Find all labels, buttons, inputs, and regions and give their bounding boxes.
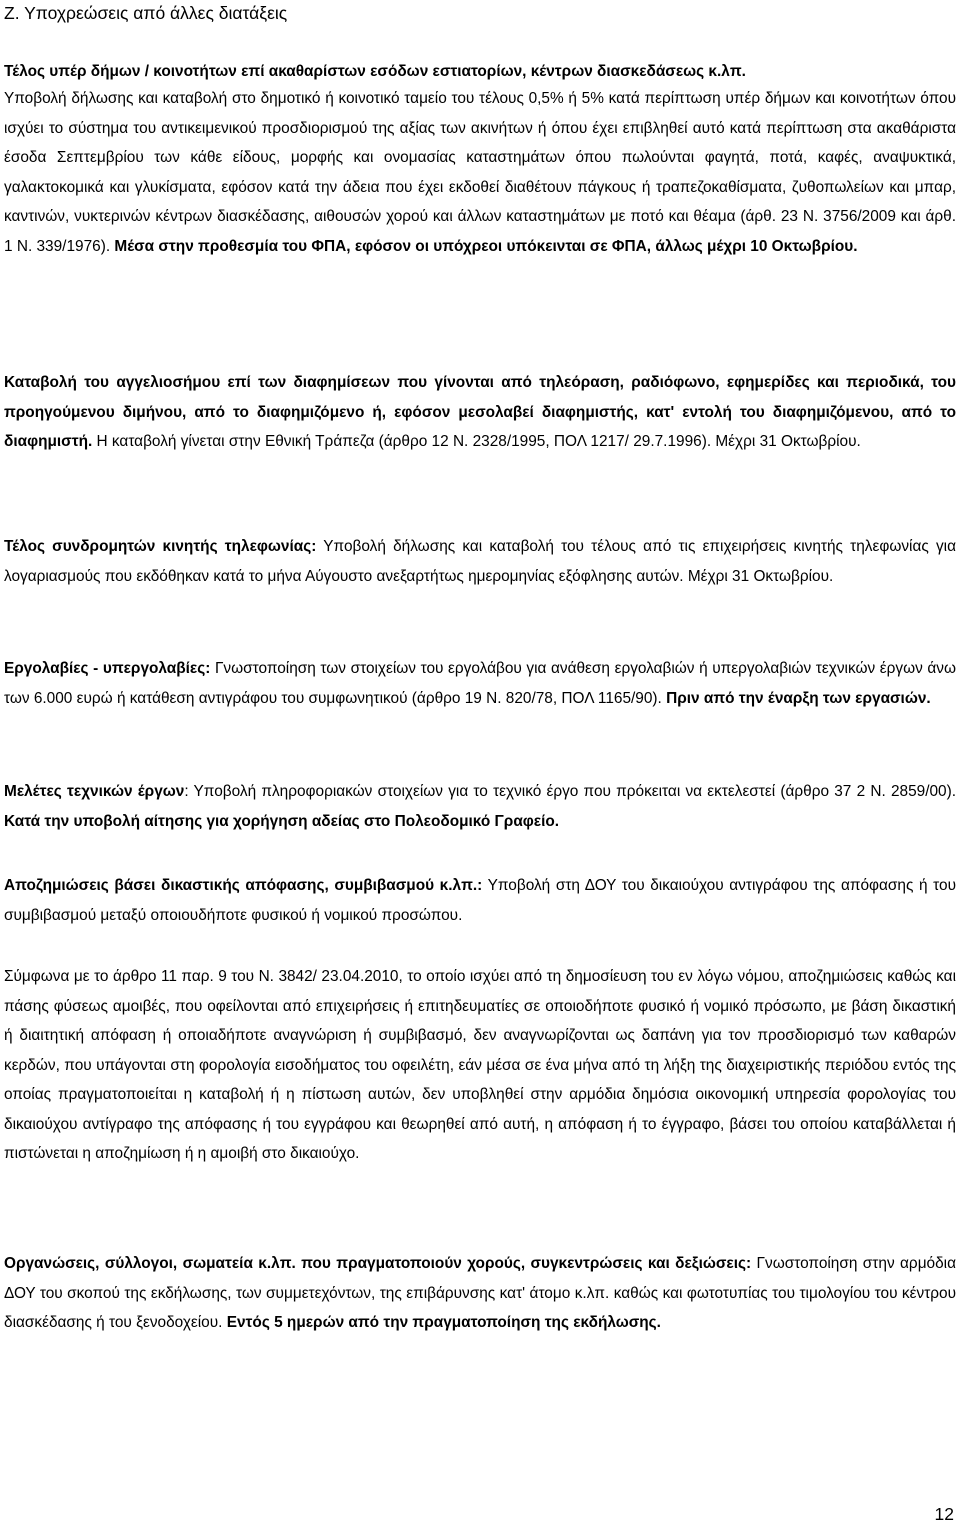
paragraph-advertising-stamp <box>4 368 956 457</box>
paragraph-text: Υποβολή δήλωσης και καταβολή του τέλους από τις επιχειρήσεις κινητής τηλεφωνίας για λογαριασμούς που εκδόθηκαν κατά το μήνα Αύγουστο ανεξαρτήτως ημερομηνίας εξόφλησης αυτών. Μέχρι 31 Οκτωβρίου. <box>4 538 956 585</box>
paragraph-title: Μελέτες τεχνικών έργων <box>4 783 185 800</box>
deadline-text: Εντός 5 ημερών από την πραγματοποίηση της εκδήλωσης. <box>226 1314 661 1331</box>
deadline-text: Κατά την υποβολή αίτησης για χορήγηση αδείας στο Πολεοδομικό Γραφείο. <box>4 812 560 830</box>
paragraph-text: Σύμφωνα με το άρθρο 11 παρ. 9 του Ν. 3842/ 23.04.2010, το οποίο ισχύει από τη δημοσίευση του εν λόγω νόμου, αποζημιώσεις καθώς και πάσης φύσεως αμοιβές, που οφείλονται από επιχειρήσεις ή επιτηδευματίες σε οποιοδήποτε φυσικό ή νομικό πρόσωπο, με βάση δικαστική ή διαιτητική απόφαση ή οποιαδήποτε αναγνώριση ή συμβιβασμό, δεν αναγνωρίζονται ως δαπάνη για τον προσδιορισμό των καθαρών κερδών, που υπάγονται στη φορολογία εισοδήματος του οφειλέτη, εάν μέσα σε ένα μήνα από τη λήξη της διαχειριστικής περιόδου εντός της οποίας πραγματοποιείται η καταβολή ή η πίστωση αυτών, δεν υποβληθεί στην αρμόδια δημόσια οικονομική υπηρεσία φορολογίας του δικαιούχου αντίγραφο της απόφασης ή του εγγράφου και θεωρηθεί από αυτή, η απόφαση ή το έγγραφο, βάσει του οποίου καταβάλλεται ή πιστώνεται η αποζημίωση ή η αμοιβή στο δικαιούχο. <box>4 968 956 1162</box>
deadline-text: Πριν από την έναρξη των εργασιών. <box>666 689 931 707</box>
paragraph-text: Γνωστοποίηση στην αρμόδια ΔΟΥ του σκοπού της εκδήλωσης, των συμμετεχόντων, της επιβάρυνσης κατ' άτομο κ.λπ. καθώς και φωτοτυπίας του τιμολογίου του κέντρου διασκέδασης ή του ξενοδοχείου. <box>4 1255 957 1331</box>
paragraph-title: Εργολαβίες - υπεργολαβίες: <box>4 660 211 677</box>
paragraph-court-compensation <box>4 871 956 930</box>
deadline-text: Μέσα στην προθεσμία του ΦΠΑ, εφόσον οι υπόχρεοι υπόκεινται σε ΦΠΑ, άλλως μέχρι 10 Οκτωβρίου. <box>114 237 858 255</box>
paragraph-law-3842 <box>4 962 956 1169</box>
paragraph-contracting <box>4 654 956 713</box>
paragraph-mobile-subscriber-fee <box>4 532 956 591</box>
paragraph-title: Τέλος συνδρομητών κινητής τηλεφωνίας: <box>4 538 317 555</box>
paragraph-text: Η καταβολή γίνεται στην Εθνική Τράπεζα (άρθρο 12 Ν. 2328/1995, ΠΟΛ 1217/ 29.7.1996). Μέχρι 31 Οκτωβρίου. <box>92 433 861 450</box>
paragraph-associations-events <box>4 1249 956 1338</box>
paragraph-text: Υποβολή στη ΔΟΥ του δικαιούχου αντιγράφου της απόφασης ή του συμβιβασμού μεταξύ οποιουδήποτε φυσικού ή νομικού προσώπου. <box>4 877 956 924</box>
page-number: 12 <box>934 1504 954 1524</box>
paragraph-text: : Υποβολή πληροφοριακών στοιχείων για το τεχνικό έργο που πρόκειται να εκτελεστεί (άρθρο 37 2 Ν. 2859/00). <box>184 783 956 800</box>
paragraph-title: Καταβολή του αγγελιοσήμου επί των διαφημίσεων που γίνονται από τηλεόραση, ραδιόφωνο, εφημερίδες και περιοδικά, του προηγούμενου διμήνου, από το διαφημιζόμενο ή, εφόσον μεσολαβεί διαφημιστής, κατ' εντολή του διαφημιζόμενου, από το διαφημιστή. <box>4 374 956 450</box>
paragraph-text: Υποβολή δήλωσης και καταβολή στο δημοτικό ή κοινοτικό ταμείο του τέλους 0,5% ή 5% κατά περίπτωση υπέρ δήμων και κοινοτήτων όπου ισχύει το σύστημα του αντικειμενικού προσδιορισμού της αξίας των ακινήτων ή όπου έχει επιβληθεί αυτό κατά περίπτωση στα ακαθάριστα έσοδα Σεπτεμβρίου των κάθε είδους, μορφής και ονομασίας καταστημάτων όπου πωλούνται φαγητά, ποτά, καφές, αναψυκτικά, γαλακτοκομικά και γλυκίσματα, εφόσον κατά την άδεια που έχει εκδοθεί διαθέτουν πάγκους ή τραπεζοκαθίσματα, ζυθοπωλείων και μπαρ, καντινών, νυκτερινών κέντρων διασκέδασης, αιθουσών χορού και άλλων καταστημάτων με ποτό και θέαμα (άρθ. 23 Ν. 3756/2009 και άρθ. 1 Ν. 339/1976). <box>4 90 956 255</box>
section-heading: Ζ. Υποχρεώσεις από άλλες διατάξεις <box>4 3 288 23</box>
paragraph-title: Οργανώσεις, σύλλογοι, σωματεία κ.λπ. που πραγματοποιούν χορούς, συγκεντρώσεις και δεξιώσεις: <box>4 1255 752 1272</box>
paragraph-text: Γνωστοποίηση των στοιχείων του εργολάβου για ανάθεση εργολαβιών ή υπεργολαβιών τεχνικών έργων άνω των 6.000 ευρώ ή κατάθεση αντιγράφου του συμφωνητικού (άρθρο 19 Ν. 820/78, ΠΟΛ 1165/90). <box>4 660 956 707</box>
paragraph-restaurant-fee <box>4 84 956 261</box>
subheading-restaurant-fee: Τέλος υπέρ δήμων / κοινοτήτων επί ακαθαρίστων εσόδων εστιατορίων, κέντρων διασκεδάσεως κ.λπ. <box>4 63 746 80</box>
paragraph-title: Αποζημιώσεις βάσει δικαστικής απόφασης, συμβιβασμού κ.λπ.: <box>4 877 483 894</box>
paragraph-technical-studies <box>4 777 956 836</box>
